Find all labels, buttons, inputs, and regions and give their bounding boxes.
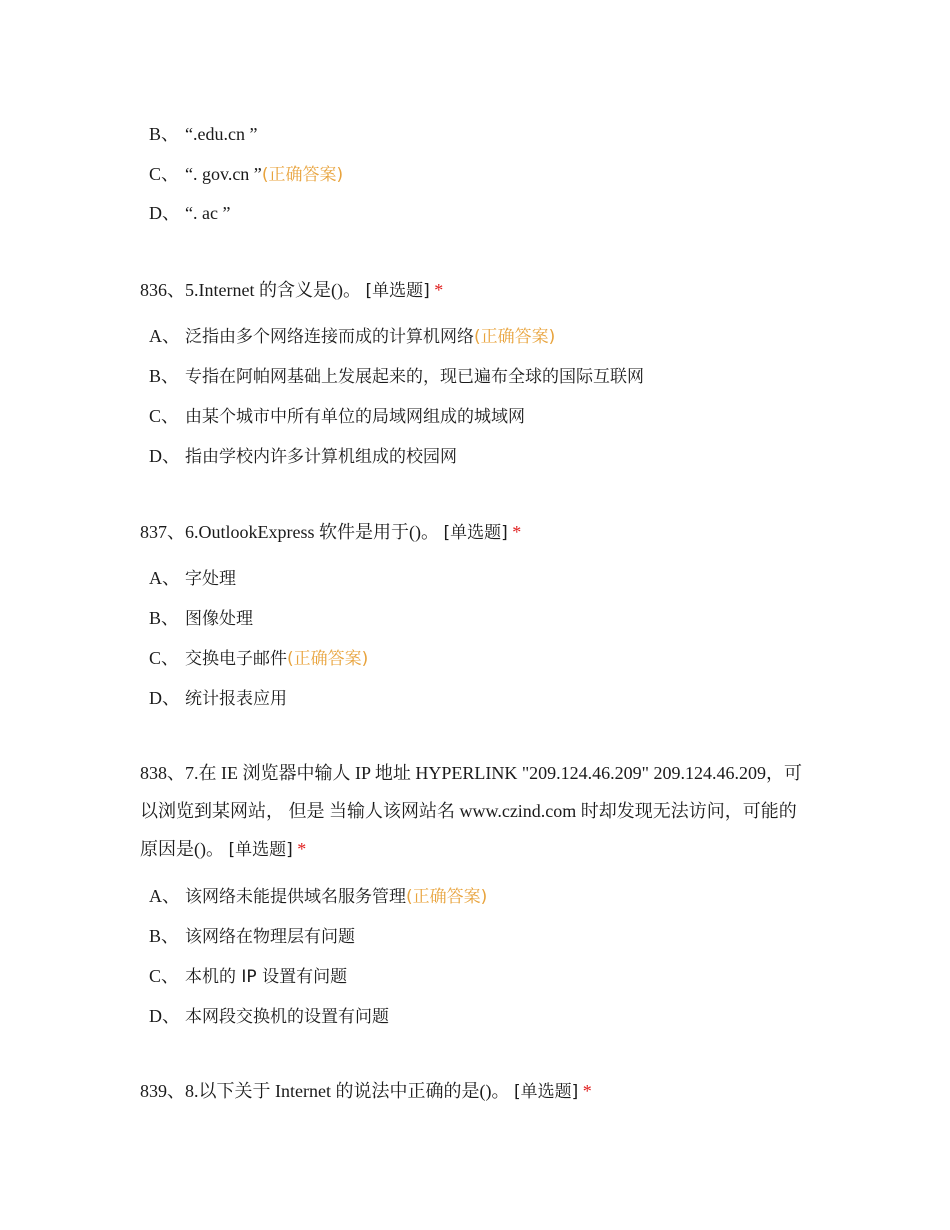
option-text: 专指在阿帕网基础上发展起来的，现已遍布全球的国际互联网 <box>185 367 644 387</box>
question-text: 839、8.以下关于 Internet 的说法中正确的是()。 <box>140 1081 510 1101</box>
required-mark: * <box>512 522 522 542</box>
question-text: 836、5.Internet 的含义是()。 <box>140 280 361 300</box>
correct-answer-tag: (正确答案) <box>474 327 556 347</box>
question-stem <box>140 1072 820 1111</box>
option-c <box>149 964 347 989</box>
question-stem <box>140 271 820 310</box>
correct-answer-tag: (正确答案) <box>287 649 369 669</box>
option-b <box>149 364 644 389</box>
option-letter: C、 <box>149 406 180 426</box>
option-letter: D、 <box>149 203 180 223</box>
option-text: 本机的 IP 设置有问题 <box>185 967 348 987</box>
option-text: 指由学校内许多计算机组成的校园网 <box>185 447 457 467</box>
option-letter: D、 <box>149 1006 180 1026</box>
option-text: 由某个城市中所有单位的局域网组成的城域网 <box>185 407 525 427</box>
option-letter: B、 <box>149 124 180 144</box>
option-letter: A、 <box>149 326 180 346</box>
option-a <box>149 884 487 909</box>
option-c <box>149 404 525 429</box>
question-type: [单选题] <box>365 281 430 301</box>
option-b <box>149 122 257 146</box>
option-text: 该网络未能提供域名服务管理 <box>185 887 406 907</box>
option-text: 本网段交换机的设置有问题 <box>185 1007 389 1027</box>
option-letter: A、 <box>149 886 180 906</box>
option-text: “. ac ” <box>185 203 231 223</box>
option-b <box>149 606 253 631</box>
option-letter: B、 <box>149 608 180 628</box>
option-a <box>149 566 236 591</box>
option-c <box>149 646 368 671</box>
option-c <box>149 162 343 187</box>
option-text: 该网络在物理层有问题 <box>185 927 355 947</box>
question-type: [单选题] <box>443 523 508 543</box>
option-text: 泛指由多个网络连接而成的计算机网络 <box>185 327 474 347</box>
option-b <box>149 924 355 949</box>
option-d <box>149 686 287 711</box>
question-stem <box>140 513 820 552</box>
option-d <box>149 444 457 469</box>
correct-answer-tag: (正确答案) <box>406 887 488 907</box>
option-text: “.edu.cn ” <box>185 124 258 144</box>
option-text: 统计报表应用 <box>185 689 287 709</box>
option-letter: C、 <box>149 648 180 668</box>
question-type: [单选题] <box>513 1082 579 1102</box>
option-text: “. gov.cn ” <box>185 164 262 184</box>
option-text: 图像处理 <box>185 609 253 629</box>
option-a <box>149 324 555 349</box>
option-d <box>149 1004 389 1029</box>
required-mark: * <box>297 839 307 859</box>
question-text: 838、7.在 IE 浏览器中输人 IP 地址 HYPERLINK "209.124.46.209" 209.124.46.209，可以浏览到某网站， 但是 当输人该网站名 www.czind.com 时却发现无法访问，可能的原因是()。 <box>140 763 803 859</box>
question-type: [单选题] <box>228 840 293 860</box>
correct-answer-tag: (正确答案) <box>261 165 344 185</box>
question-stem <box>140 754 810 869</box>
required-mark: * <box>434 280 444 300</box>
option-d <box>149 201 230 225</box>
option-letter: C、 <box>149 966 180 986</box>
question-text: 837、6.OutlookExpress 软件是用于()。 <box>140 522 439 542</box>
option-letter: B、 <box>149 926 180 946</box>
option-letter: B、 <box>149 366 180 386</box>
option-text: 交换电子邮件 <box>185 649 287 669</box>
option-text: 字处理 <box>185 569 236 589</box>
option-letter: C、 <box>149 164 180 184</box>
option-letter: A、 <box>149 568 180 588</box>
required-mark: * <box>582 1081 592 1101</box>
option-letter: D、 <box>149 688 180 708</box>
option-letter: D、 <box>149 446 180 466</box>
